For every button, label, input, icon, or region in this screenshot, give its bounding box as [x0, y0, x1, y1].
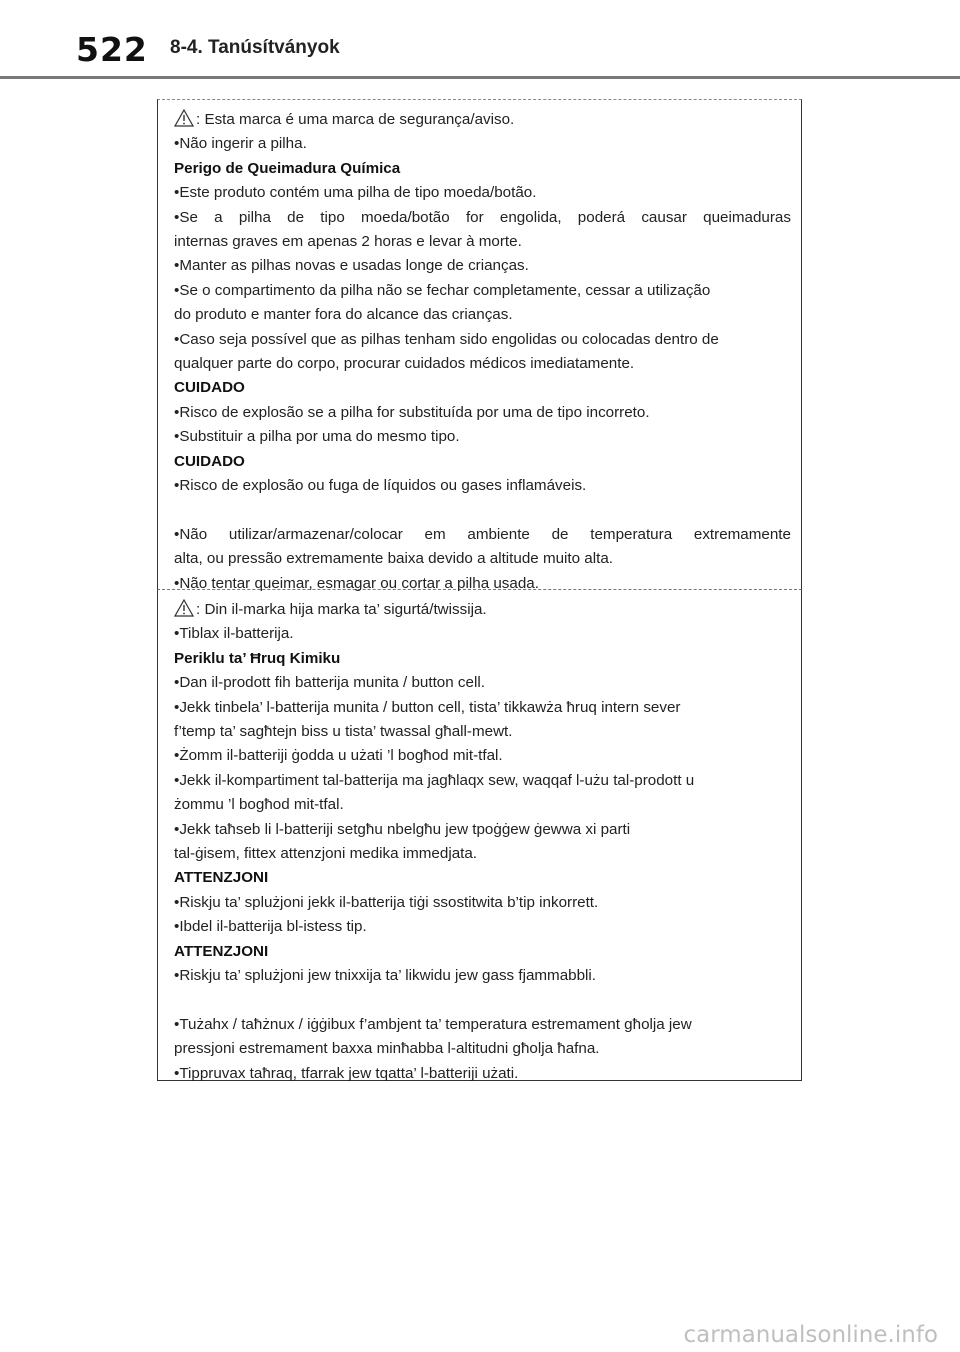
text-line	[174, 1037, 791, 1061]
line-text: •Se o compartimento da pilha não se fechar completamente, cessar a utilização	[174, 281, 711, 299]
line-text: f’temp ta’ sagħtejn biss u tista’ twassal għall-mewt.	[174, 723, 513, 741]
line-text: •Ibdel il-batterija bl-istess tip.	[174, 918, 367, 936]
warning-triangle-icon	[174, 599, 196, 617]
section-title: 8-4. Tanúsítványok	[170, 37, 340, 58]
line-text: •Não ingerir a pilha.	[174, 135, 307, 153]
word: utilizar/armazenar/colocar	[228, 525, 403, 543]
text-line	[174, 769, 791, 793]
line-text: •Não tentar queimar, esmagar ou cortar a pilha usada.	[174, 574, 539, 592]
line-text: ATTENZJONI	[174, 942, 269, 960]
line-text: •Tippruvax taħraq, tfarrak jew tqatta’ l-batteriji użati.	[174, 1064, 519, 1082]
line-text: •Jekk taħseb li l-batteriji setgħu nbelgħu jew tpoġġew ġewwa xi parti	[174, 820, 631, 838]
line-text: •Manter as pilhas novas e usadas longe de crianças.	[174, 257, 529, 275]
text-line	[174, 425, 791, 449]
text-line	[174, 474, 791, 498]
text-line	[174, 1013, 791, 1037]
line-text: •Caso seja possível que as pilhas tenham sido engolidas ou colocadas dentro de	[174, 330, 719, 348]
word: em	[424, 525, 446, 543]
word: de	[551, 525, 569, 543]
section-heading	[174, 647, 791, 671]
text-line	[174, 303, 791, 327]
section-heading	[174, 157, 791, 181]
page-number: 522	[76, 30, 148, 69]
word: poderá	[577, 208, 626, 226]
line-text: tal-ġisem, fittex attenzjoni medika immedjata.	[174, 845, 478, 863]
line-text: internas graves em apenas 2 horas e levar à morte.	[174, 233, 522, 251]
line-text: Perigo de Queimadura Química	[174, 159, 401, 177]
text-line	[174, 598, 791, 622]
line-text: Periklu ta’ Ħruq Kimiku	[174, 649, 341, 667]
text-line	[174, 328, 791, 352]
line-text: pressjoni estremament baxxa minħabba l-altitudni għolja ħafna.	[174, 1040, 600, 1058]
text-line	[174, 352, 791, 376]
line-text: ATTENZJONI	[174, 869, 269, 887]
text-line	[174, 915, 791, 939]
line-text: •Dan il-prodott fih batterija munita / button cell.	[174, 674, 485, 692]
text-line	[174, 891, 791, 915]
text-line	[174, 696, 791, 720]
portuguese-warning-text	[174, 108, 791, 596]
header-divider	[0, 76, 960, 79]
word: ambiente	[467, 525, 530, 543]
line-text: qualquer parte do corpo, procurar cuidados médicos imediatamente.	[174, 355, 635, 373]
word: moeda/botão	[361, 208, 450, 226]
line-text: żommu ’l bogħod mit-tfal.	[174, 796, 344, 814]
line-text: : Din il-marka hija marka ta’ sigurtá/twissija.	[196, 601, 487, 618]
section-heading	[174, 866, 791, 890]
section-heading	[174, 376, 791, 400]
text-line	[174, 1062, 791, 1086]
line-text: •Risco de explosão se a pilha for substituída por uma de tipo incorreto.	[174, 403, 650, 421]
text-line	[174, 818, 791, 842]
line-text: alta, ou pressão extremamente baixa devido a altitude muito alta.	[174, 550, 614, 568]
word: pilha	[238, 208, 271, 226]
word: a	[214, 208, 223, 226]
word: engolida,	[499, 208, 562, 226]
text-line	[174, 181, 791, 205]
word: •Se	[174, 208, 198, 226]
word: temperatura	[590, 525, 673, 543]
text-line	[174, 108, 791, 132]
word: queimaduras	[703, 208, 791, 226]
text-line	[174, 279, 791, 303]
line-text: do produto e manter fora do alcance das crianças.	[174, 306, 513, 324]
text-line	[174, 254, 791, 278]
text-line	[174, 132, 791, 156]
line-text: •Tużahx / taħżnux / iġġibux f’ambjent ta’ temperatura estremament għolja jew	[174, 1015, 692, 1033]
section-heading	[174, 450, 791, 474]
line-text: CUIDADO	[174, 379, 245, 397]
blank-line	[174, 989, 791, 1013]
line-text: •Żomm il-batteriji ġodda u użati ’l bogħod mit-tfal.	[174, 747, 503, 765]
text-line	[174, 842, 791, 866]
word: tipo	[320, 208, 345, 226]
page-header	[0, 0, 960, 78]
line-text: •Este produto contém uma pilha de tipo moeda/botão.	[174, 184, 537, 202]
maltese-warning-box	[157, 590, 802, 1081]
warning-triangle-icon	[174, 109, 196, 127]
word: causar	[641, 208, 687, 226]
maltese-warning-text	[174, 598, 791, 1086]
line-text: CUIDADO	[174, 452, 245, 470]
text-line	[174, 671, 791, 695]
section-heading	[174, 940, 791, 964]
text-line	[174, 964, 791, 988]
line-text: •Tiblax il-batterija.	[174, 625, 294, 643]
blank-line	[174, 499, 791, 523]
text-line	[174, 547, 791, 571]
line-text: •Jekk tinbela’ l-batterija munita / button cell, tista’ tikkawża ħruq intern sever	[174, 698, 681, 716]
line-text	[174, 523, 791, 547]
line-text: •Risco de explosão ou fuga de líquidos ou gases inflamáveis.	[174, 477, 587, 495]
line-text: : Esta marca é uma marca de segurança/aviso.	[196, 111, 515, 128]
line-text	[174, 206, 791, 230]
word: for	[465, 208, 484, 226]
line-text: •Riskju ta’ splużjoni jew tnixxija ta’ likwidu jew gass fjammabbli.	[174, 967, 597, 985]
text-line	[174, 206, 791, 230]
text-line	[174, 793, 791, 817]
word: de	[287, 208, 305, 226]
portuguese-warning-box	[157, 99, 802, 590]
line-text: •Substituir a pilha por uma do mesmo tipo.	[174, 428, 460, 446]
text-line	[174, 401, 791, 425]
text-line	[174, 622, 791, 646]
line-text: •Jekk il-kompartiment tal-batterija ma jagħlaqx sew, waqqaf l-użu tal-prodott u	[174, 771, 695, 789]
text-line	[174, 720, 791, 744]
text-line	[174, 230, 791, 254]
text-line	[174, 523, 791, 547]
word: •Não	[174, 525, 208, 543]
line-text: •Riskju ta’ splużjoni jekk il-batterija tiġi ssostitwita b’tip inkorrett.	[174, 893, 599, 911]
text-line	[174, 744, 791, 768]
word: extremamente	[693, 525, 791, 543]
watermark: carmanualsonline.info	[683, 1322, 938, 1348]
